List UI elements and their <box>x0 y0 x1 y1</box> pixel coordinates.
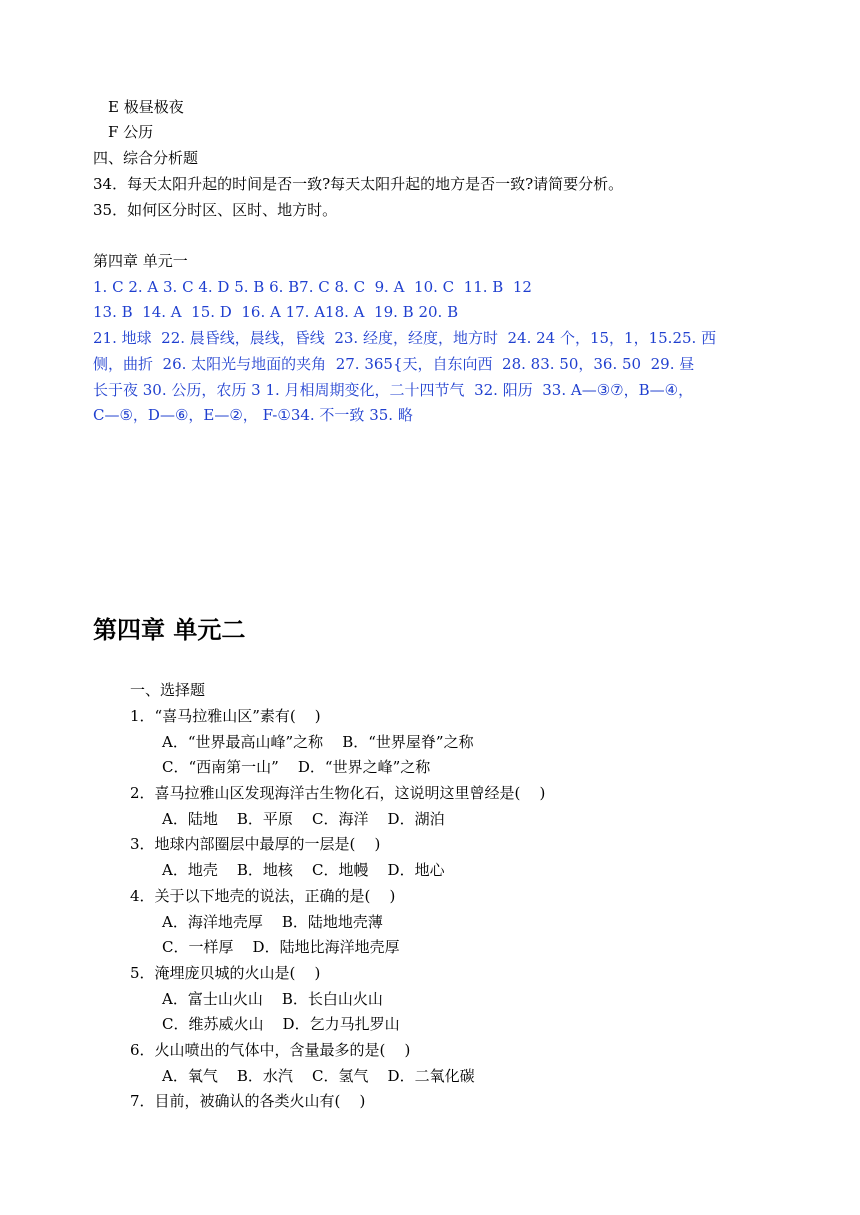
question-stem: 5．淹埋庞贝城的火山是( ) <box>130 964 321 982</box>
answers-title: 第四章 单元一 <box>93 252 188 270</box>
question-options: A．“世界最高山峰”之称 B．“世界屋脊”之称 <box>162 733 474 751</box>
question-options: C．“西南第一山” D．“世界之峰”之称 <box>162 758 431 776</box>
option-e: E 极昼极夜 <box>108 98 184 116</box>
question-options: C．一样厚 D．陆地比海洋地壳厚 <box>162 938 400 956</box>
question-options: A．地壳 B．地核 C．地幔 D．地心 <box>162 861 445 879</box>
answer-line: 1. C 2. A 3. C 4. D 5. B 6. B7. C 8. C 9. A 10. C 11. B 12 <box>93 278 532 296</box>
question-stem: 6．火山喷出的气体中，含量最多的是( ) <box>130 1041 411 1059</box>
answer-line: 侧，曲折 26. 太阳光与地面的夹角 27. 365{天，自东向西 28. 83. 50，36. 50 29. 昼 <box>93 355 695 373</box>
question-options: A．海洋地壳厚 B．陆地地壳薄 <box>162 913 383 931</box>
question-stem: 4．关于以下地壳的说法，正确的是( ) <box>130 887 396 905</box>
answer-line: 长于夜 30. 公历，农历 3 1. 月相周期变化，二十四节气 32. 阳历 33. A—③⑦，B—④， <box>93 381 694 399</box>
chapter-heading: 第四章 单元二 <box>93 616 246 644</box>
question-35: 35．如何区分时区、区时、地方时。 <box>93 201 338 219</box>
question-stem: 7．目前，被确认的各类火山有( ) <box>130 1092 366 1110</box>
question-stem: 3．地球内部圈层中最厚的一层是( ) <box>130 835 381 853</box>
section-title-choice: 一、选择题 <box>130 681 206 699</box>
section-title-comprehensive: 四、综合分析题 <box>93 149 199 167</box>
question-stem: 2．喜马拉雅山区发现海洋古生物化石，这说明这里曾经是( ) <box>130 784 546 802</box>
question-options: A．陆地 B．平原 C．海洋 D．湖泊 <box>162 810 445 828</box>
answer-line: C—⑤，D—⑥，E—②， F-①34. 不一致 35. 略 <box>93 406 413 424</box>
option-f: F 公历 <box>108 123 154 141</box>
question-34: 34．每天太阳升起的时间是否一致?每天太阳升起的地方是否一致?请简要分析。 <box>93 175 624 193</box>
question-options: A．氧气 B．水汽 C．氢气 D．二氧化碳 <box>162 1067 475 1085</box>
answer-line: 21. 地球 22. 晨昏线，晨线，昏线 23. 经度，经度，地方时 24. 24 个，15，1，15.25. 西 <box>93 329 717 347</box>
question-stem: 1．“喜马拉雅山区”素有( ) <box>130 707 321 725</box>
question-options: C．维苏威火山 D．乞力马扎罗山 <box>162 1015 400 1033</box>
answer-line: 13. B 14. A 15. D 16. A 17. A18. A 19. B 20. B <box>93 303 459 321</box>
question-options: A．富士山火山 B．长白山火山 <box>162 990 383 1008</box>
